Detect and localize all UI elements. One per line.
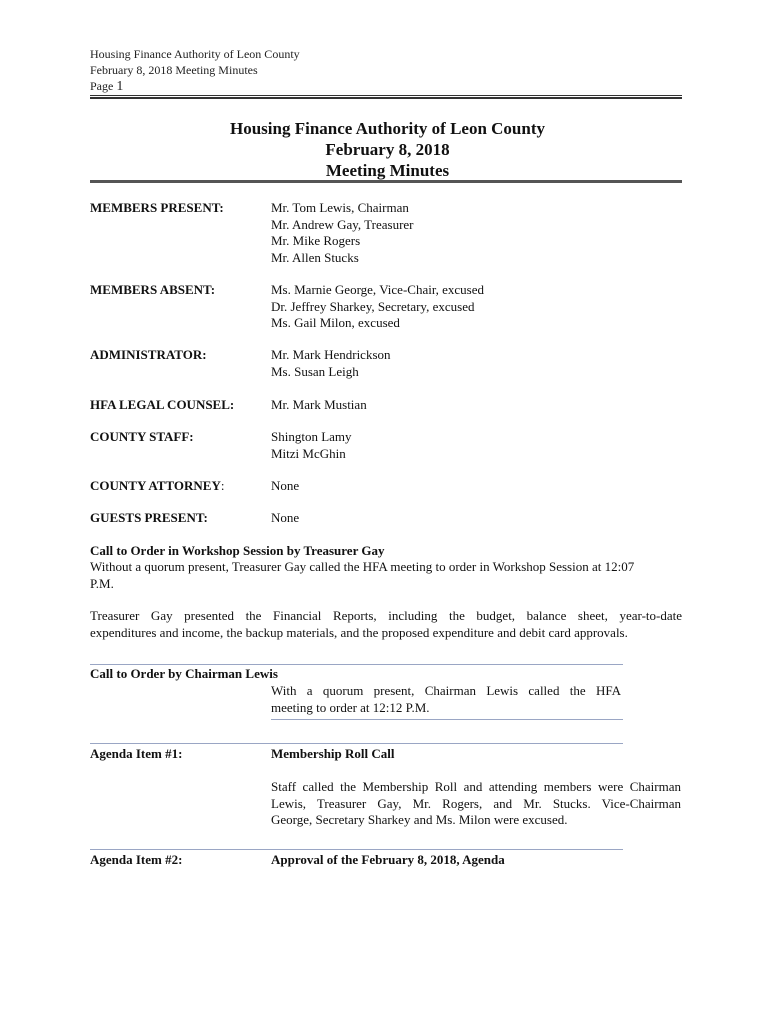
title-meeting-minutes: Meeting Minutes bbox=[325, 161, 450, 180]
paragraph-line: Treasurer Gay presented the Financial Reports, including the budget, balance sheet, year-to-date bbox=[90, 608, 682, 623]
paragraph-line: With a quorum present, Chairman Lewis called the HFA bbox=[271, 683, 621, 698]
members-present-label: MEMBERS PRESENT: bbox=[90, 200, 224, 215]
county-staff-name: Shington Lamy bbox=[271, 429, 352, 444]
administrator-name: Ms. Susan Leigh bbox=[271, 363, 359, 379]
workshop-heading: Call to Order in Workshop Session by Treasurer Gay bbox=[90, 543, 385, 558]
county-staff-name: Mitzi McGhin bbox=[271, 445, 346, 461]
running-header-meeting: February 8, 2018 Meeting Minutes bbox=[90, 63, 258, 77]
section-divider bbox=[90, 664, 623, 665]
paragraph-line: Lewis, Treasurer Gay, Mr. Rogers, and Mr. Stucks. Vice-Chairman bbox=[271, 795, 681, 811]
county-attorney-label-colon: : bbox=[220, 478, 225, 493]
page-number: 1 bbox=[116, 79, 124, 94]
call-to-order-heading: Call to Order by Chairman Lewis bbox=[90, 666, 278, 681]
title-organization: Housing Finance Authority of Leon County bbox=[229, 119, 545, 138]
page-label: Page bbox=[90, 79, 114, 93]
guests-present-list bbox=[271, 510, 299, 527]
member-name: Dr. Jeffrey Sharkey, Secretary, excused bbox=[271, 298, 475, 314]
members-present-list bbox=[271, 200, 414, 266]
paragraph-line: George, Secretary Sharkey and Ms. Milon were excused. bbox=[271, 812, 568, 827]
running-header-page bbox=[90, 78, 300, 95]
section-divider bbox=[90, 743, 623, 744]
member-name: Mr. Mike Rogers bbox=[271, 233, 361, 248]
member-name: Mr. Andrew Gay, Treasurer bbox=[271, 216, 414, 232]
header-divider bbox=[90, 95, 682, 99]
guests-present-label: GUESTS PRESENT: bbox=[90, 510, 208, 525]
running-header-org: Housing Finance Authority of Leon County bbox=[90, 47, 300, 61]
member-name: Mr. Tom Lewis, Chairman bbox=[271, 200, 409, 215]
section-divider bbox=[271, 719, 623, 720]
administrator-label: ADMINISTRATOR: bbox=[90, 347, 207, 362]
agenda-item-2-label: Agenda Item #2: bbox=[90, 852, 183, 867]
legal-counsel-list bbox=[271, 397, 367, 414]
administrator-list bbox=[271, 347, 391, 380]
workshop-paragraph-1 bbox=[90, 559, 682, 592]
call-to-order-body bbox=[271, 683, 621, 716]
title-date: February 8, 2018 bbox=[325, 140, 450, 159]
running-header bbox=[90, 46, 300, 95]
county-attorney-list bbox=[271, 478, 299, 495]
paragraph-line: P.M. bbox=[90, 575, 114, 591]
member-name: Ms. Gail Milon, excused bbox=[271, 315, 400, 330]
members-absent-list bbox=[271, 282, 484, 332]
paragraph-line: Without a quorum present, Treasurer Gay called the HFA meeting to order in Workshop Session at 12:07 bbox=[90, 559, 635, 574]
county-attorney-name: None bbox=[271, 478, 300, 493]
county-staff-list bbox=[271, 429, 352, 462]
paragraph-line: Staff called the Membership Roll and attending members were Chairman bbox=[271, 779, 681, 794]
county-attorney-label bbox=[90, 478, 270, 495]
agenda-item-1-label: Agenda Item #1: bbox=[90, 746, 183, 761]
document-title bbox=[90, 118, 685, 181]
county-staff-label: COUNTY STAFF: bbox=[90, 429, 194, 444]
members-absent-label: MEMBERS ABSENT: bbox=[90, 282, 216, 297]
agenda-item-2-title: Approval of the February 8, 2018, Agenda bbox=[271, 852, 505, 867]
paragraph-line: expenditures and income, the backup materials, and the proposed expenditure and debit card approvals. bbox=[90, 624, 628, 640]
paragraph-line: meeting to order at 12:12 P.M. bbox=[271, 699, 430, 715]
guest-name: None bbox=[271, 510, 300, 525]
legal-counsel-name: Mr. Mark Mustian bbox=[271, 397, 367, 412]
section-divider bbox=[90, 849, 623, 850]
legal-counsel-label: HFA LEGAL COUNSEL: bbox=[90, 397, 235, 412]
county-attorney-label-text: COUNTY ATTORNEY bbox=[90, 478, 221, 493]
agenda-item-1-body bbox=[271, 779, 681, 829]
agenda-item-1-title: Membership Roll Call bbox=[271, 746, 395, 761]
administrator-name: Mr. Mark Hendrickson bbox=[271, 347, 391, 362]
member-name: Ms. Marnie George, Vice-Chair, excused bbox=[271, 282, 485, 297]
member-name: Mr. Allen Stucks bbox=[271, 249, 359, 265]
workshop-paragraph-2 bbox=[90, 608, 682, 641]
title-divider bbox=[90, 180, 682, 183]
